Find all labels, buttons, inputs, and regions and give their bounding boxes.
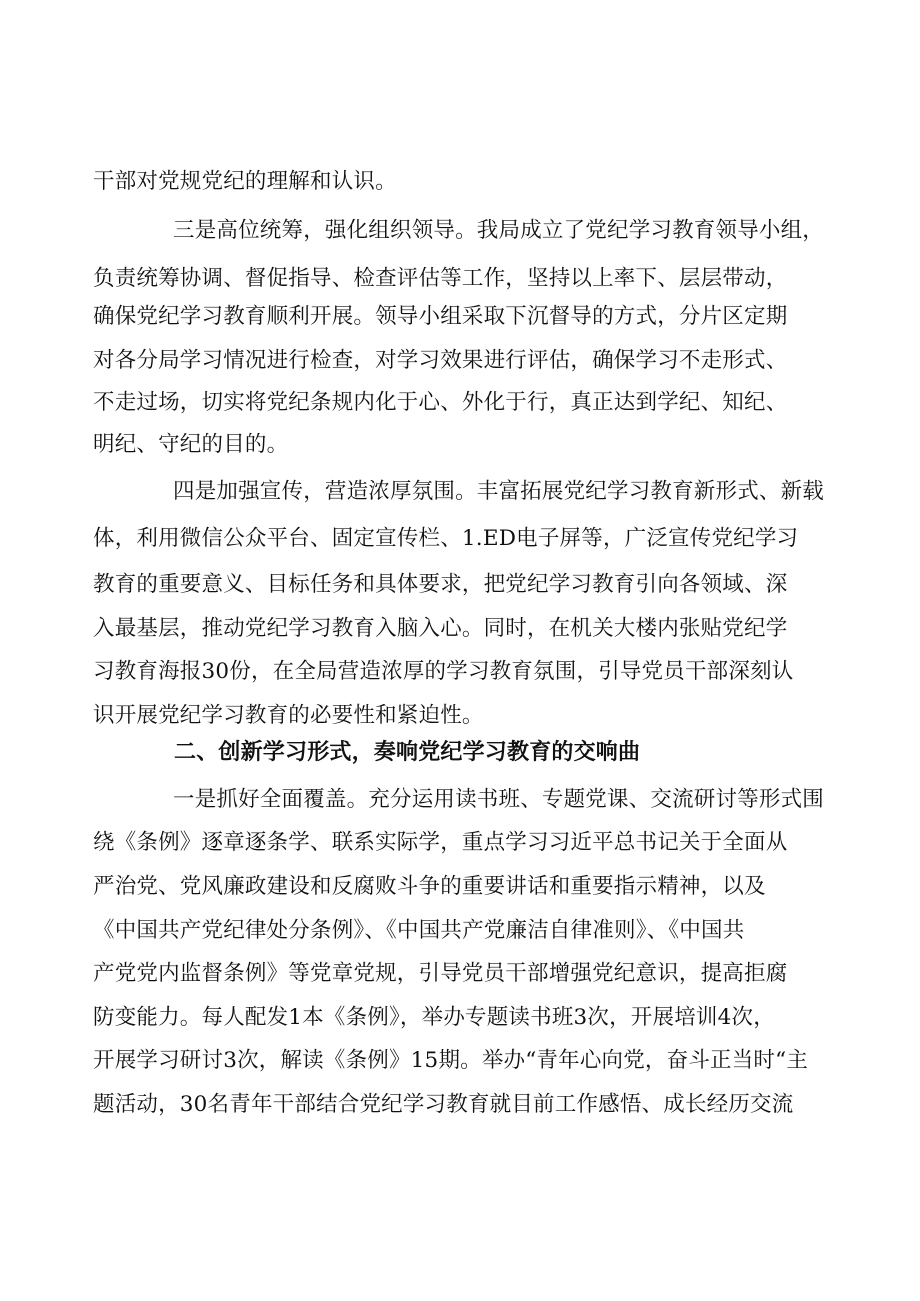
line-text: 明纪、守纪的目的。 <box>93 432 289 457</box>
paragraph-line <box>0 652 920 692</box>
line-text: 不走过场，切实将党纪条规内化于心、外化于行，真正达到学纪、知纪、 <box>93 390 788 415</box>
paragraph-line <box>0 565 920 605</box>
paragraph-line <box>0 998 920 1038</box>
line-text: 产党党内监督条例》等党章党规，引导党员干部增强党纪意识，提高拒腐 <box>93 961 788 986</box>
paragraph-line <box>0 823 920 863</box>
paragraph-line <box>0 696 920 736</box>
line-text: 防变能力。每人配发1本《条例》，举办专题读书班3次，开展培训4次， <box>93 1005 775 1030</box>
paragraph-line <box>0 867 920 907</box>
line-text: 体，利用微信公众平台、固定宣传栏、1.ED电子屏等，广泛宣传党纪学习 <box>93 526 799 551</box>
paragraph-line <box>0 1041 920 1081</box>
section-heading-text: 二、创新学习形式，奏响党纪学习教育的交响曲 <box>174 740 641 765</box>
line-text: 教育的重要意义、目标任务和具体要求，把党纪学习教育引向各领域、深 <box>93 572 788 597</box>
line-text: 干部对党规党纪的理解和认识。 <box>93 169 397 194</box>
section-heading <box>0 733 920 773</box>
paragraph-line <box>0 954 920 994</box>
line-text: 四是加强宣传，营造浓厚氛围。丰富拓展党纪学习教育新形式、新载 <box>173 479 825 504</box>
line-text: 三是高位统筹，强化组织领导。我局成立了党纪学习教育领导小组， <box>173 218 825 243</box>
line-text: 开展学习研讨3次，解读《条例》15期。举办“青年心向党，奋斗正当时“主 <box>93 1048 809 1073</box>
paragraph-line <box>0 211 920 251</box>
paragraph-line <box>0 341 920 381</box>
paragraph-line <box>0 383 920 423</box>
paragraph-line <box>0 780 920 820</box>
line-text: 确保党纪学习教育顺利开展。领导小组采取下沉督导的方式，分片区定期 <box>93 304 788 329</box>
line-text: 识开展党纪学习教育的必要性和紧迫性。 <box>93 703 484 728</box>
line-text: 严治党、党风廉政建设和反腐败斗争的重要讲话和重要指示精神，以及 <box>93 874 766 899</box>
paragraph-line <box>0 911 920 951</box>
line-text: 题活动，30名青年干部结合党纪学习教育就目前工作感悟、成长经历交流 <box>93 1092 794 1117</box>
paragraph-line <box>0 472 920 512</box>
line-text: 一是抓好全面覆盖。充分运用读书班、专题党课、交流研讨等形式围 <box>173 787 825 812</box>
paragraph-line <box>0 259 920 299</box>
line-text: 对各分局学习情况进行检查，对学习效果进行评估，确保学习不走形式、 <box>93 348 788 373</box>
paragraph-line <box>0 297 920 337</box>
line-text: 《中国共产党纪律处分条例》、《中国共产党廉洁自律准则》、《中国共 <box>93 918 745 943</box>
line-text: 习教育海报30份，在全局营造浓厚的学习教育氛围，引导党员干部深刻认 <box>93 659 794 684</box>
paragraph-line <box>0 609 920 649</box>
line-text: 负责统筹协调、督促指导、检查评估等工作，坚持以上率下、层层带动， <box>93 266 788 291</box>
paragraph-line <box>0 519 920 559</box>
paragraph-line <box>0 425 920 465</box>
line-text: 入最基层，推动党纪学习教育入脑入心。同时，在机关大楼内张贴党纪学 <box>93 616 788 641</box>
paragraph-line <box>0 1085 920 1125</box>
paragraph-line <box>0 162 920 202</box>
line-text: 绕《条例》逐章逐条学、联系实际学，重点学习习近平总书记关于全面从 <box>93 830 788 855</box>
